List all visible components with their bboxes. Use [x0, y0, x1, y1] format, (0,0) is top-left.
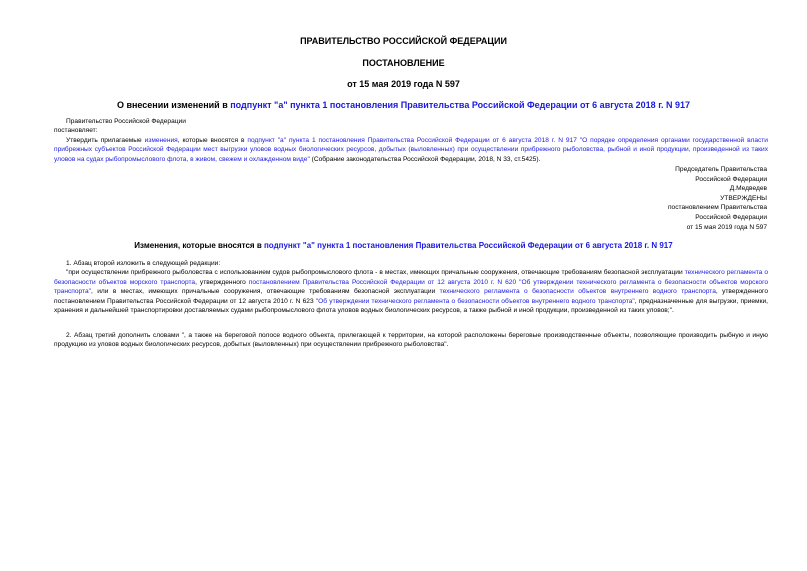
changes-title-link[interactable]: подпункт "а" пункта 1 постановления Правительства Российской Федерации от 6 августа 2018 г. N 917 [263, 241, 673, 250]
approval-line-2: постановлением Правительства [667, 204, 767, 212]
approval-line-3: Российской Федерации [695, 213, 767, 221]
doc-type-heading: ПОСТАНОВЛЕНИЕ [362, 58, 445, 68]
item1-text-1: "при осуществлении прибрежного рыболовства с использованием судов рыбопромыслового флота - в местах, имеющих причальные сооружения, отвечающие требованиям безопасной эксплуатации [66, 269, 685, 277]
inland-water-regulation-link[interactable]: технического регламента о безопасности объектов внутреннего водного транспорта [439, 288, 716, 296]
paragraph-1 [54, 136, 768, 164]
signature-line-2: Российской Федерации [695, 175, 767, 183]
preamble-line-1: Правительство Российской Федерации [66, 118, 186, 125]
item-1 [54, 259, 768, 315]
item1-intro: 1. Абзац второй изложить в следующей редакции: [66, 260, 221, 267]
signature-line-3: Д.Медведев [729, 185, 767, 193]
changes-title [0, 241, 807, 250]
changes-link[interactable]: изменения [144, 137, 178, 144]
preamble [54, 117, 768, 136]
date-number-heading: от 15 мая 2019 года N 597 [347, 79, 460, 89]
org-heading: ПРАВИТЕЛЬСТВО РОССИЙСКОЙ ФЕДЕРАЦИИ [300, 36, 507, 46]
title-prefix: О внесении изменений в [116, 100, 231, 110]
item1-text-4: , утвержденного постановлением Правительства Российской Федерации от 12 августа 2010 г. N 623 [54, 288, 768, 305]
maritime-regulation-link[interactable]: технического регламента о безопасности объектов морского транспорта [54, 269, 769, 286]
title-link[interactable]: подпункт "а" пункта 1 постановления Правительства Российской Федерации от 6 августа 2018 г. N 917 [230, 100, 691, 110]
preamble-line-2: постановляет: [54, 127, 98, 135]
approval-line-1: УТВЕРЖДЕНЫ [720, 194, 767, 202]
item-2 [54, 331, 768, 350]
changes-title-prefix: Изменения, которые вносятся в [134, 241, 264, 250]
document-title [0, 100, 807, 110]
item1-text-5: , предназначенные для выгрузки, приемки, хранения и дальнейшей транспортировки доставляемых судами рыбопромыслового флота уловов водных биологических ресурсов, а также рыбной и иной продукции, произведенной из таких уловов;". [54, 297, 768, 315]
item1-text-2: , утвержденного [195, 278, 249, 286]
item2-text: 2. Абзац третий дополнить словами ", а также на береговой полосе водного объекта, прилегающей к территории, на которой расположены береговые производственные объекты, позволяющие производить рыбную и иную продукцию из уловов водных биологических ресурсов, добытых (выловленных) при осуществлении прибрежного рыболовства". [54, 332, 768, 349]
resolution-623-link[interactable]: "Об утверждении технического регламента о безопасности объектов внутреннего водного транспорта" [315, 297, 635, 305]
signature-line-1: Председатель Правительства [675, 166, 767, 173]
para1-text-2: , которые вносятся в [177, 137, 248, 144]
approval-line-4: от 15 мая 2019 года N 597 [686, 223, 767, 231]
item1-text-3: , или в местах, имеющих причальные сооружения, отвечающие требованиям безопасной эксплуатации [91, 288, 440, 296]
resolution-917-link[interactable]: подпункт "а" пункта 1 постановления Правительства Российской Федерации от 6 августа 2018 г. N 917 "О порядке определения органами государственной власти прибрежных субъектов Российской Федерации мест выгрузки уловов водных биологических ресурсов, добытых (выловленных) при осуществлении прибрежного рыболовства, рыбной и иной продукции, произведенной из таких уловов на судах рыбопромыслового флота, в живом, свежем и охлажденном виде" [54, 137, 768, 163]
para1-text-3: (Собрание законодательства Российской Федерации, 2018, N 33, ст.5425). [309, 155, 541, 163]
signature-block [668, 165, 767, 232]
resolution-620-link[interactable]: постановлением Правительства Российской Федерации от 12 августа 2010 г. N 620 "Об утверждении технического регламента о безопасности объектов морского транспорта" [54, 278, 768, 296]
para1-text-1: Утвердить прилагаемые [66, 137, 145, 144]
